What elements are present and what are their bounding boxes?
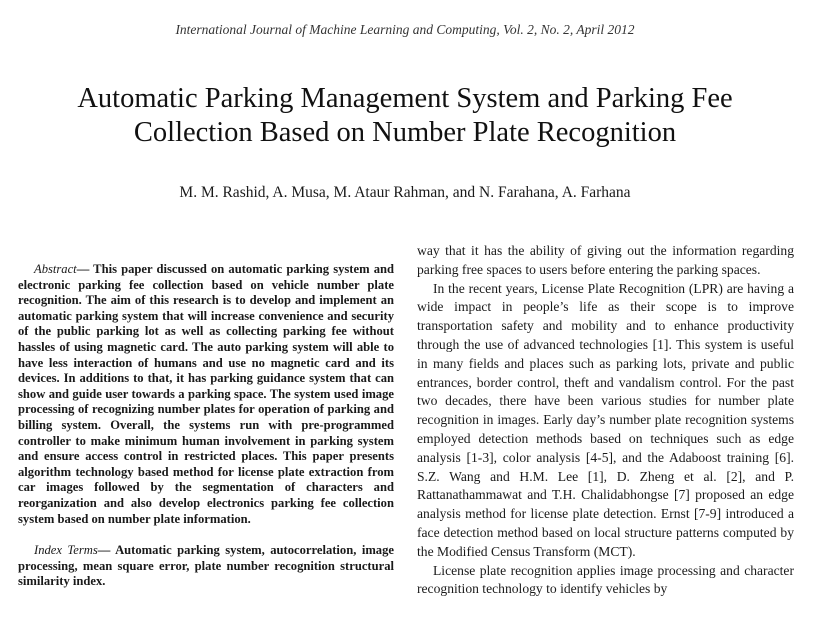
index-terms (18, 543, 394, 590)
abstract (18, 262, 394, 527)
journal-header: International Journal of Machine Learning and Computing, Vol. 2, No. 2, April 2012 (175, 22, 635, 37)
index-terms-text: — Automatic parking system, autocorrelation, image processing, mean square error, plate number recognition structural similarity index. (18, 543, 394, 589)
body-paragraph-3: License plate recognition applies image processing and character recognition technology to identify vehicles by (417, 562, 794, 597)
body-paragraph-2: In the recent years, License Plate Recognition (LPR) are having a wide impact in people’s life as their scope is to improve transportation safety and mobility and to enhance productivity through the use of advanced technologies [1]. This system is useful in many fields and places such as parking lots, private and public entrances, border control, theft and vandalism control. For the past two decades, there have been various studies for number plate recognition in images. Early day’s number plate recognition systems employed detection methods based on techniques such as edge analysis [1-3], color analysis [4-5], and the Adaboost training [6]. S.Z. Wang and H.M. Lee [1], D. Zheng et al. [2], and P. Rattanathammawat and T.H. Chalidabhongse [7] proposed an edge analysis method for license plate detection. Ernst [7-9] introduced a face detection method based on local structure patterns computed by the Modified Census Transform (MCT). (417, 280, 794, 559)
title-line-2: Collection Based on Number Plate Recognition (133, 117, 677, 148)
paper-title (0, 82, 810, 150)
left-column (18, 262, 394, 590)
body-paragraph-1: way that it has the ability of giving out the information regarding parking free spaces to users before entering the parking spaces. (417, 243, 794, 277)
abstract-label: Abstract (34, 262, 77, 276)
index-terms-label: Index Terms (34, 543, 98, 558)
title-line-1: Automatic Parking Management System and Parking Fee (77, 83, 733, 114)
author-list: M. M. Rashid, A. Musa, M. Ataur Rahman, and N. Farahana, A. Farhana (179, 184, 631, 201)
right-column (417, 242, 794, 599)
abstract-text: — This paper discussed on automatic parking system and electronic parking fee collection based on vehicle number plate recognition. The aim of this research is to develop and implement an automatic parking system that will increase convenience and security of the public parking lot as well as collecting parking fee without hassles of using magnetic card. The auto parking system will able to have less interaction of humans and use no magnetic card and its devices. In additions to that, it has parking guidance system that can show and guide user towards a parking space. The system used image processing of recognizing number plates for operation of parking and billing system. Overall, the systems run with pre-programmed controller to make minimum human involvement in parking system and ensure access control in restricted places. This paper presents algorithm technology based method for license plate extraction from car images followed by the segmentation of characters and reorganization and also develop electronics parking fee collection system based on number plate information. (18, 262, 394, 526)
